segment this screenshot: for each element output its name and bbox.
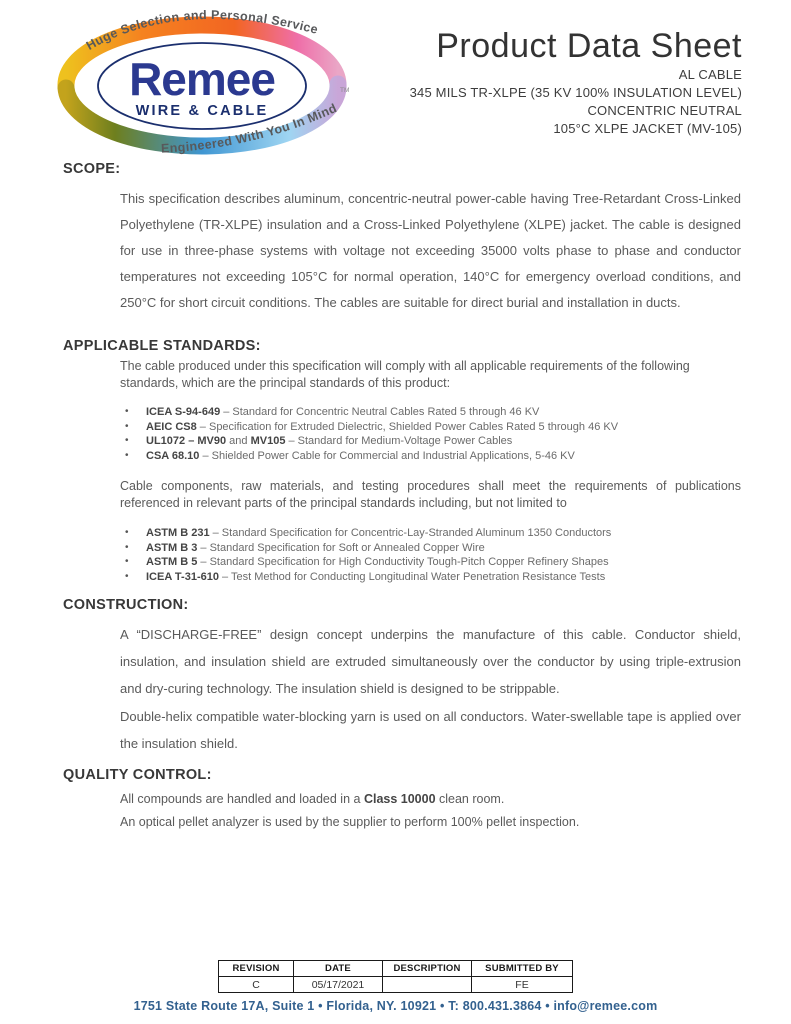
quality-line-1-post: clean room. bbox=[435, 792, 505, 806]
revision-table-data-row bbox=[219, 977, 573, 993]
logo-slogan-bottom: Engineered With You In Mind bbox=[160, 100, 340, 156]
logo-brand-name: Remee bbox=[129, 53, 275, 105]
bullet-icon: • bbox=[125, 435, 129, 446]
standard-description: – Standard Specification for Soft or Annealed Copper Wire bbox=[197, 541, 485, 554]
revision-table-header-row bbox=[219, 961, 573, 977]
submitted-by-header: SUBMITTED BY bbox=[472, 961, 573, 977]
standard-description: – Specification for Extruded Dielectric, Shielded Power Cables Rated 5 through 46 KV bbox=[196, 420, 619, 433]
bullet-icon: • bbox=[125, 527, 129, 538]
construction-paragraph-2: Double-helix compatible water-blocking yarn is used on all conductors. Water-swellable tape is applied over the insulation shield. bbox=[120, 709, 741, 751]
list-item bbox=[125, 405, 741, 420]
standard-name: ASTM B 231 bbox=[146, 527, 210, 539]
quality-line-1-bold: Class 10000 bbox=[363, 792, 436, 806]
list-item bbox=[125, 555, 741, 570]
construction-paragraph-1: A “DISCHARGE-FREE” design concept underpins the manufacture of this cable. Conductor shield, insulation, and insulation shield are extruded simultaneously over the conductor by using triple-extrusion and dry-curing technology. The insulation shield is designed to be strippable. bbox=[120, 627, 741, 696]
bullet-icon: • bbox=[125, 420, 129, 432]
standard-name: CSA 68.10 bbox=[146, 449, 200, 462]
revision-value: C bbox=[219, 977, 294, 993]
standard-description: – Test Method for Conducting Longitudinal Water Penetration Resistance Tests bbox=[218, 570, 606, 583]
standards-intro: The cable produced under this specification will comply with all applicable requirements of the following standards, which are the principal standards of this product: bbox=[120, 359, 690, 390]
standard-name: ICEA T-31-610 bbox=[146, 570, 219, 583]
date-value: 05/17/2021 bbox=[294, 977, 383, 993]
revision-header: REVISION bbox=[219, 961, 294, 977]
list-item bbox=[125, 434, 741, 449]
bullet-icon: • bbox=[125, 556, 129, 567]
title-block bbox=[410, 26, 742, 138]
standards-list-2 bbox=[125, 526, 741, 584]
date-header: DATE bbox=[294, 961, 383, 977]
remee-logo bbox=[52, 2, 352, 158]
standards-list-1 bbox=[125, 405, 741, 463]
description-header: DESCRIPTION bbox=[383, 961, 472, 977]
list-item bbox=[125, 541, 741, 556]
standard-name: ASTM B 5 bbox=[146, 556, 198, 568]
list-item bbox=[125, 420, 741, 435]
standard-name: ASTM B 3 bbox=[146, 541, 198, 554]
standard-description: – Standard for Medium-Voltage Power Cables bbox=[285, 435, 513, 447]
standard-description: – Standard for Concentric Neutral Cables Rated 5 through 46 KV bbox=[220, 406, 540, 418]
standards-heading: APPLICABLE STANDARDS: bbox=[63, 338, 261, 354]
bullet-icon: • bbox=[125, 406, 129, 417]
list-item bbox=[125, 526, 741, 541]
page-title: Product Data Sheet bbox=[436, 27, 742, 65]
remee-logo-graphic bbox=[52, 2, 352, 158]
quality-line-1 bbox=[120, 792, 741, 806]
list-item bbox=[125, 570, 741, 585]
description-value bbox=[383, 977, 472, 993]
standard-name: UL1072 – MV90 bbox=[146, 435, 227, 447]
standard-description: – Shielded Power Cable for Commercial and Industrial Applications, 5-46 KV bbox=[199, 449, 575, 462]
list-item bbox=[125, 449, 741, 464]
bullet-icon: • bbox=[125, 449, 129, 461]
standard-description: – Standard Specification for High Conductivity Tough-Pitch Copper Refinery Shapes bbox=[197, 556, 609, 568]
standard-mid: and bbox=[226, 435, 251, 447]
quality-control-heading: QUALITY CONTROL: bbox=[63, 767, 212, 783]
logo-brand-subtitle: WIRE & CABLE bbox=[135, 103, 269, 119]
subtitle-line-3: CONCENTRIC NEUTRAL bbox=[587, 103, 742, 118]
bullet-icon: • bbox=[125, 541, 129, 553]
scope-paragraph: This specification describes aluminum, concentric-neutral power-cable having Tree-Retardant Cross-Linked Polyethylene (TR-XLPE) insulation and a Cross-Linked Polyethylene (XLPE) jacket. The cable is designed for use in three-phase systems with voltage not exceeding 35000 volts phase to phase and conductor temperatures not exceeding 105°C for normal operation, 140°C for emergency overload conditions, and 250°C for short circuit conditions. The cables are suitable for direct burial and installation in ducts. bbox=[120, 191, 741, 310]
standard-name-2: MV105 bbox=[250, 435, 286, 447]
construction-heading: CONSTRUCTION: bbox=[63, 597, 189, 613]
subtitle-line-1: AL CABLE bbox=[678, 67, 742, 82]
quality-line-1-pre: All compounds are handled and loaded in a bbox=[120, 792, 364, 806]
submitted-by-value: FE bbox=[472, 977, 573, 993]
footer-contact-line: 1751 State Route 17A, Suite 1 • Florida, NY. 10921 • T: 800.431.3864 • info@remee.com bbox=[133, 999, 658, 1013]
subtitle-line-2: 345 MILS TR-XLPE (35 KV 100% INSULATION LEVEL) bbox=[409, 85, 742, 100]
revision-table bbox=[218, 960, 573, 993]
standard-name: AEIC CS8 bbox=[146, 420, 197, 433]
quality-line-2: An optical pellet analyzer is used by the supplier to perform 100% pellet inspection. bbox=[120, 815, 580, 829]
standard-description: – Standard Specification for Concentric-Lay-Stranded Aluminum 1350 Conductors bbox=[209, 527, 612, 539]
subtitle-line-4: 105°C XLPE JACKET (MV-105) bbox=[553, 121, 742, 136]
bullet-icon: • bbox=[125, 570, 129, 582]
scope-heading: SCOPE: bbox=[63, 161, 121, 177]
trademark-symbol: TM bbox=[340, 87, 350, 94]
standards-between-paragraph: Cable components, raw materials, and testing procedures shall meet the requirements of publications referenced in relevant parts of the principal standards including, but not limited to bbox=[120, 479, 741, 510]
logo-slogan-top: Huge Selection and Personal Service bbox=[83, 7, 320, 53]
revision-table-wrap bbox=[0, 960, 791, 993]
standard-name: ICEA S-94-649 bbox=[146, 406, 221, 418]
